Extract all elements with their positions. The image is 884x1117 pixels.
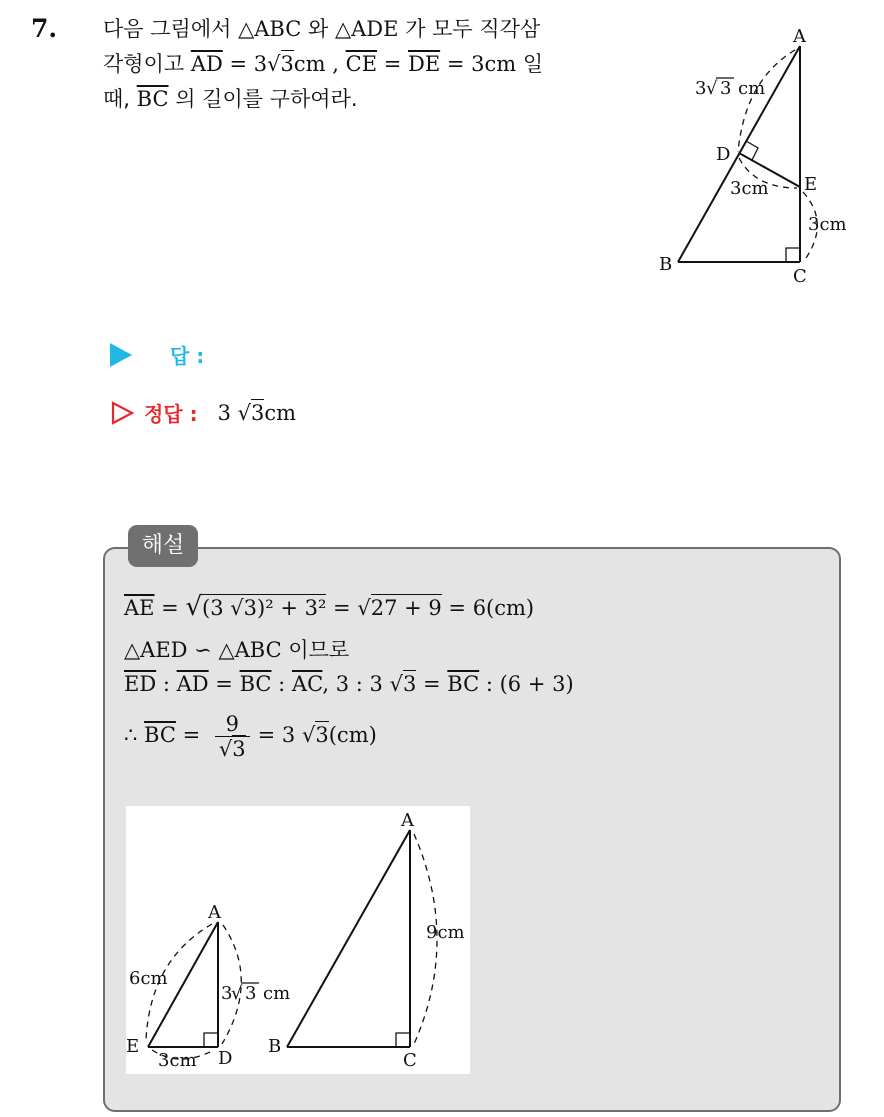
label-ad-coef: 3 xyxy=(695,78,707,99)
question-number: 7. xyxy=(31,14,58,43)
correct-answer-label: 정답 : xyxy=(144,402,198,426)
small-label-e: E xyxy=(126,1036,140,1057)
question-line-2: 각형이고 $\overline{AD} = 3√3cm$ , $\overline{CE} = \overline{DE} = 3cm$ 일 xyxy=(103,52,544,76)
question-line-3: 때, $\overline{BC}$ 의 길이를 구하여라. xyxy=(103,87,358,111)
label-de-length: 3cm xyxy=(730,178,769,199)
solution-line-3: $\overline{ED}$ : $\overline{AD} = \overline{BC}$ : $\overline{AC}$, 3 : 3 $√3 = \overline{BC}$ : (6 + 3) xyxy=(124,672,574,696)
answer-blank-row xyxy=(110,340,204,369)
small-label-ae: 6cm xyxy=(129,968,168,989)
small-label-ed: 3cm xyxy=(158,1050,197,1071)
arc-ad xyxy=(738,50,795,152)
large-label-b: B xyxy=(268,1036,282,1057)
small-label-a: A xyxy=(208,902,221,923)
solution-line-2: △AED ∽ △ABC 이므로 xyxy=(124,638,350,662)
svg-text:cm: cm xyxy=(263,983,291,1004)
label-ec-length: 3cm xyxy=(808,214,847,235)
correct-answer-row xyxy=(110,398,296,427)
outline-arrow-icon xyxy=(110,400,136,426)
solution-line-4: ∴ $\overline{BC}$ = $\frac{9}{√3}$ = 3 √3(cm) xyxy=(124,712,377,761)
large-label-ac: 9cm xyxy=(426,922,465,943)
main-figure xyxy=(650,18,860,290)
svg-text:3: 3 xyxy=(245,983,257,1004)
right-angle-c xyxy=(786,248,800,262)
question-text xyxy=(103,12,643,117)
large-label-a: A xyxy=(401,810,414,831)
label-ad-rad: 3 xyxy=(720,78,732,99)
solution-tab: 해설 xyxy=(128,525,198,567)
answer-label: 답 : xyxy=(170,344,205,368)
play-arrow-icon xyxy=(110,343,132,367)
large-label-c: C xyxy=(403,1050,417,1071)
small-right-angle xyxy=(204,1033,218,1047)
solution-line-1: $\overline{AE} = √(3$ √3)² + 3² = √27 + 9 = 6(cm) xyxy=(124,592,535,622)
svg-text:√: √ xyxy=(231,983,243,1004)
fraction: $\frac{9}{√3}$ xyxy=(215,712,250,761)
solution-figure xyxy=(126,806,470,1074)
large-segment-ab xyxy=(287,830,410,1047)
label-a: A xyxy=(793,26,806,47)
correct-answer-value: 3 √3cm xyxy=(217,400,297,425)
small-label-d: D xyxy=(218,1048,233,1069)
label-ad-unit: cm xyxy=(738,78,766,99)
label-b: B xyxy=(659,254,673,275)
label-e: E xyxy=(804,174,818,195)
large-right-angle xyxy=(396,1033,410,1047)
svg-text:3: 3 xyxy=(221,983,233,1004)
question-line-1: 다음 그림에서 △ABC 와 △ADE 가 모두 직각삼 xyxy=(103,17,541,41)
label-c: C xyxy=(793,266,807,287)
svg-text:√: √ xyxy=(706,78,718,99)
label-d: D xyxy=(716,144,731,165)
